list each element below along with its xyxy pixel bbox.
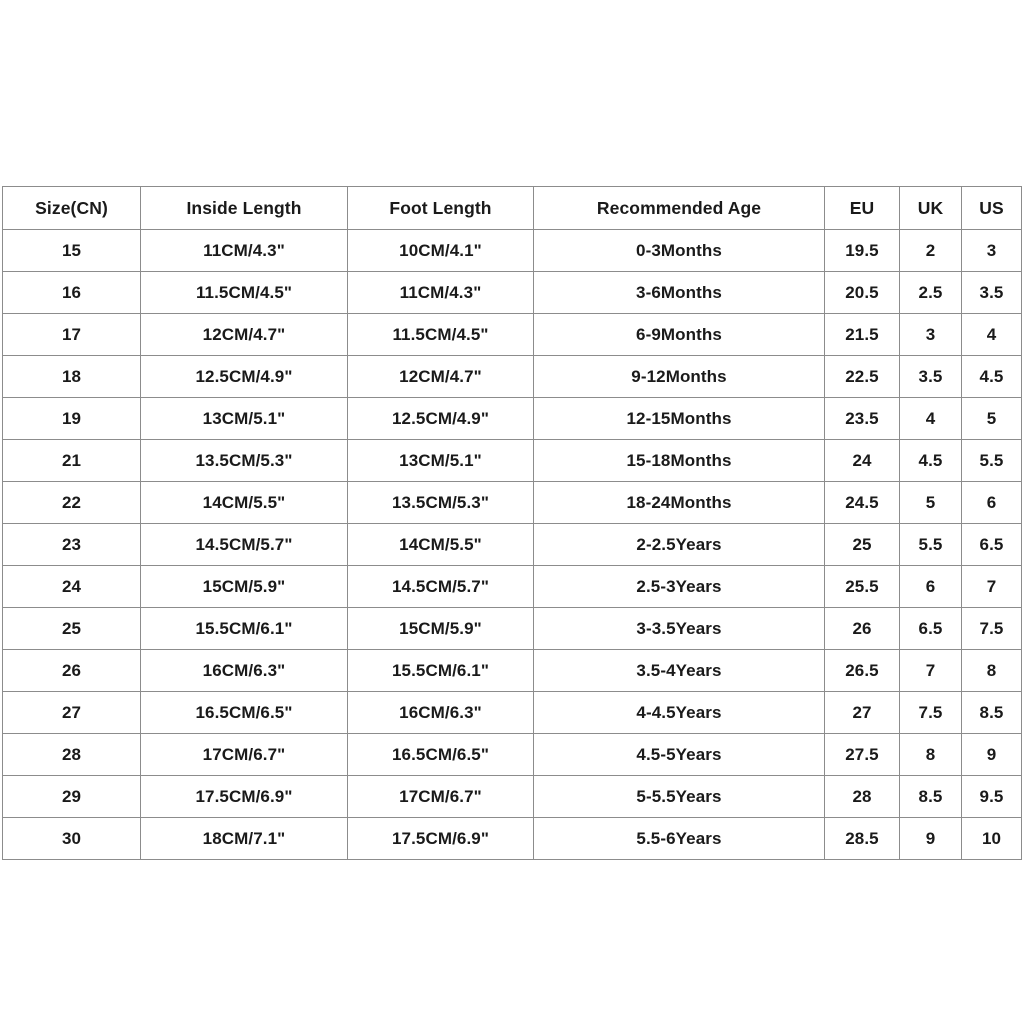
cell-eu: 25	[825, 524, 900, 566]
table-row	[3, 272, 1022, 314]
cell-inside-length: 12CM/4.7"	[141, 314, 348, 356]
cell-us: 3.5	[962, 272, 1022, 314]
cell-us: 6.5	[962, 524, 1022, 566]
table-row	[3, 524, 1022, 566]
cell-inside-length: 11CM/4.3"	[141, 230, 348, 272]
cell-us: 10	[962, 818, 1022, 860]
cell-foot-length: 13.5CM/5.3"	[348, 482, 534, 524]
table-row	[3, 230, 1022, 272]
table-row	[3, 650, 1022, 692]
cell-size-cn: 29	[3, 776, 141, 818]
cell-uk: 7.5	[900, 692, 962, 734]
cell-eu: 23.5	[825, 398, 900, 440]
cell-size-cn: 23	[3, 524, 141, 566]
cell-us: 9.5	[962, 776, 1022, 818]
cell-inside-length: 17CM/6.7"	[141, 734, 348, 776]
cell-us: 8	[962, 650, 1022, 692]
cell-size-cn: 19	[3, 398, 141, 440]
cell-recommended-age: 18-24Months	[534, 482, 825, 524]
cell-recommended-age: 4.5-5Years	[534, 734, 825, 776]
cell-uk: 3	[900, 314, 962, 356]
cell-eu: 28	[825, 776, 900, 818]
table-row	[3, 356, 1022, 398]
cell-us: 4.5	[962, 356, 1022, 398]
cell-size-cn: 15	[3, 230, 141, 272]
cell-foot-length: 11.5CM/4.5"	[348, 314, 534, 356]
table-row	[3, 566, 1022, 608]
table-row	[3, 440, 1022, 482]
header-uk: UK	[900, 187, 962, 230]
cell-recommended-age: 9-12Months	[534, 356, 825, 398]
cell-us: 5.5	[962, 440, 1022, 482]
cell-inside-length: 15CM/5.9"	[141, 566, 348, 608]
cell-uk: 3.5	[900, 356, 962, 398]
cell-eu: 21.5	[825, 314, 900, 356]
cell-recommended-age: 2.5-3Years	[534, 566, 825, 608]
cell-recommended-age: 3-3.5Years	[534, 608, 825, 650]
cell-uk: 6.5	[900, 608, 962, 650]
cell-size-cn: 28	[3, 734, 141, 776]
cell-foot-length: 16.5CM/6.5"	[348, 734, 534, 776]
cell-us: 4	[962, 314, 1022, 356]
cell-uk: 8.5	[900, 776, 962, 818]
cell-size-cn: 21	[3, 440, 141, 482]
cell-recommended-age: 5-5.5Years	[534, 776, 825, 818]
cell-inside-length: 13CM/5.1"	[141, 398, 348, 440]
cell-uk: 4	[900, 398, 962, 440]
cell-inside-length: 16.5CM/6.5"	[141, 692, 348, 734]
cell-recommended-age: 3.5-4Years	[534, 650, 825, 692]
cell-recommended-age: 15-18Months	[534, 440, 825, 482]
cell-foot-length: 10CM/4.1"	[348, 230, 534, 272]
cell-foot-length: 14CM/5.5"	[348, 524, 534, 566]
cell-foot-length: 17CM/6.7"	[348, 776, 534, 818]
cell-us: 3	[962, 230, 1022, 272]
table-row	[3, 398, 1022, 440]
cell-uk: 2	[900, 230, 962, 272]
cell-size-cn: 17	[3, 314, 141, 356]
cell-us: 9	[962, 734, 1022, 776]
cell-size-cn: 22	[3, 482, 141, 524]
cell-eu: 28.5	[825, 818, 900, 860]
cell-eu: 26.5	[825, 650, 900, 692]
cell-eu: 19.5	[825, 230, 900, 272]
table-row	[3, 482, 1022, 524]
cell-uk: 8	[900, 734, 962, 776]
table-row	[3, 608, 1022, 650]
cell-foot-length: 15CM/5.9"	[348, 608, 534, 650]
cell-uk: 2.5	[900, 272, 962, 314]
cell-recommended-age: 4-4.5Years	[534, 692, 825, 734]
table-header	[3, 187, 1022, 230]
cell-recommended-age: 3-6Months	[534, 272, 825, 314]
header-eu: EU	[825, 187, 900, 230]
header-foot-length: Foot Length	[348, 187, 534, 230]
cell-eu: 20.5	[825, 272, 900, 314]
header-row	[3, 187, 1022, 230]
cell-inside-length: 18CM/7.1"	[141, 818, 348, 860]
cell-foot-length: 17.5CM/6.9"	[348, 818, 534, 860]
cell-inside-length: 16CM/6.3"	[141, 650, 348, 692]
cell-uk: 5	[900, 482, 962, 524]
cell-foot-length: 14.5CM/5.7"	[348, 566, 534, 608]
header-size-cn: Size(CN)	[3, 187, 141, 230]
cell-foot-length: 12.5CM/4.9"	[348, 398, 534, 440]
cell-recommended-age: 0-3Months	[534, 230, 825, 272]
cell-us: 7	[962, 566, 1022, 608]
table-row	[3, 776, 1022, 818]
cell-inside-length: 15.5CM/6.1"	[141, 608, 348, 650]
cell-inside-length: 13.5CM/5.3"	[141, 440, 348, 482]
cell-recommended-age: 5.5-6Years	[534, 818, 825, 860]
cell-recommended-age: 6-9Months	[534, 314, 825, 356]
cell-us: 8.5	[962, 692, 1022, 734]
cell-eu: 27	[825, 692, 900, 734]
cell-eu: 24.5	[825, 482, 900, 524]
cell-foot-length: 15.5CM/6.1"	[348, 650, 534, 692]
header-inside-length: Inside Length	[141, 187, 348, 230]
cell-uk: 4.5	[900, 440, 962, 482]
cell-uk: 6	[900, 566, 962, 608]
cell-uk: 5.5	[900, 524, 962, 566]
header-recommended-age: Recommended Age	[534, 187, 825, 230]
cell-inside-length: 11.5CM/4.5"	[141, 272, 348, 314]
cell-uk: 9	[900, 818, 962, 860]
header-us: US	[962, 187, 1022, 230]
cell-foot-length: 11CM/4.3"	[348, 272, 534, 314]
cell-inside-length: 14.5CM/5.7"	[141, 524, 348, 566]
cell-eu: 26	[825, 608, 900, 650]
table-body	[3, 230, 1022, 860]
cell-size-cn: 16	[3, 272, 141, 314]
cell-us: 5	[962, 398, 1022, 440]
cell-eu: 27.5	[825, 734, 900, 776]
cell-size-cn: 27	[3, 692, 141, 734]
cell-us: 7.5	[962, 608, 1022, 650]
cell-inside-length: 12.5CM/4.9"	[141, 356, 348, 398]
cell-size-cn: 24	[3, 566, 141, 608]
table-row	[3, 818, 1022, 860]
cell-recommended-age: 12-15Months	[534, 398, 825, 440]
cell-foot-length: 12CM/4.7"	[348, 356, 534, 398]
cell-eu: 22.5	[825, 356, 900, 398]
cell-us: 6	[962, 482, 1022, 524]
cell-size-cn: 18	[3, 356, 141, 398]
cell-inside-length: 17.5CM/6.9"	[141, 776, 348, 818]
table-row	[3, 692, 1022, 734]
size-chart	[2, 186, 1021, 860]
table-row	[3, 314, 1022, 356]
cell-inside-length: 14CM/5.5"	[141, 482, 348, 524]
cell-eu: 25.5	[825, 566, 900, 608]
cell-size-cn: 25	[3, 608, 141, 650]
cell-uk: 7	[900, 650, 962, 692]
cell-foot-length: 13CM/5.1"	[348, 440, 534, 482]
cell-size-cn: 30	[3, 818, 141, 860]
cell-foot-length: 16CM/6.3"	[348, 692, 534, 734]
cell-eu: 24	[825, 440, 900, 482]
table-row	[3, 734, 1022, 776]
cell-size-cn: 26	[3, 650, 141, 692]
size-chart-table	[2, 186, 1022, 860]
cell-recommended-age: 2-2.5Years	[534, 524, 825, 566]
